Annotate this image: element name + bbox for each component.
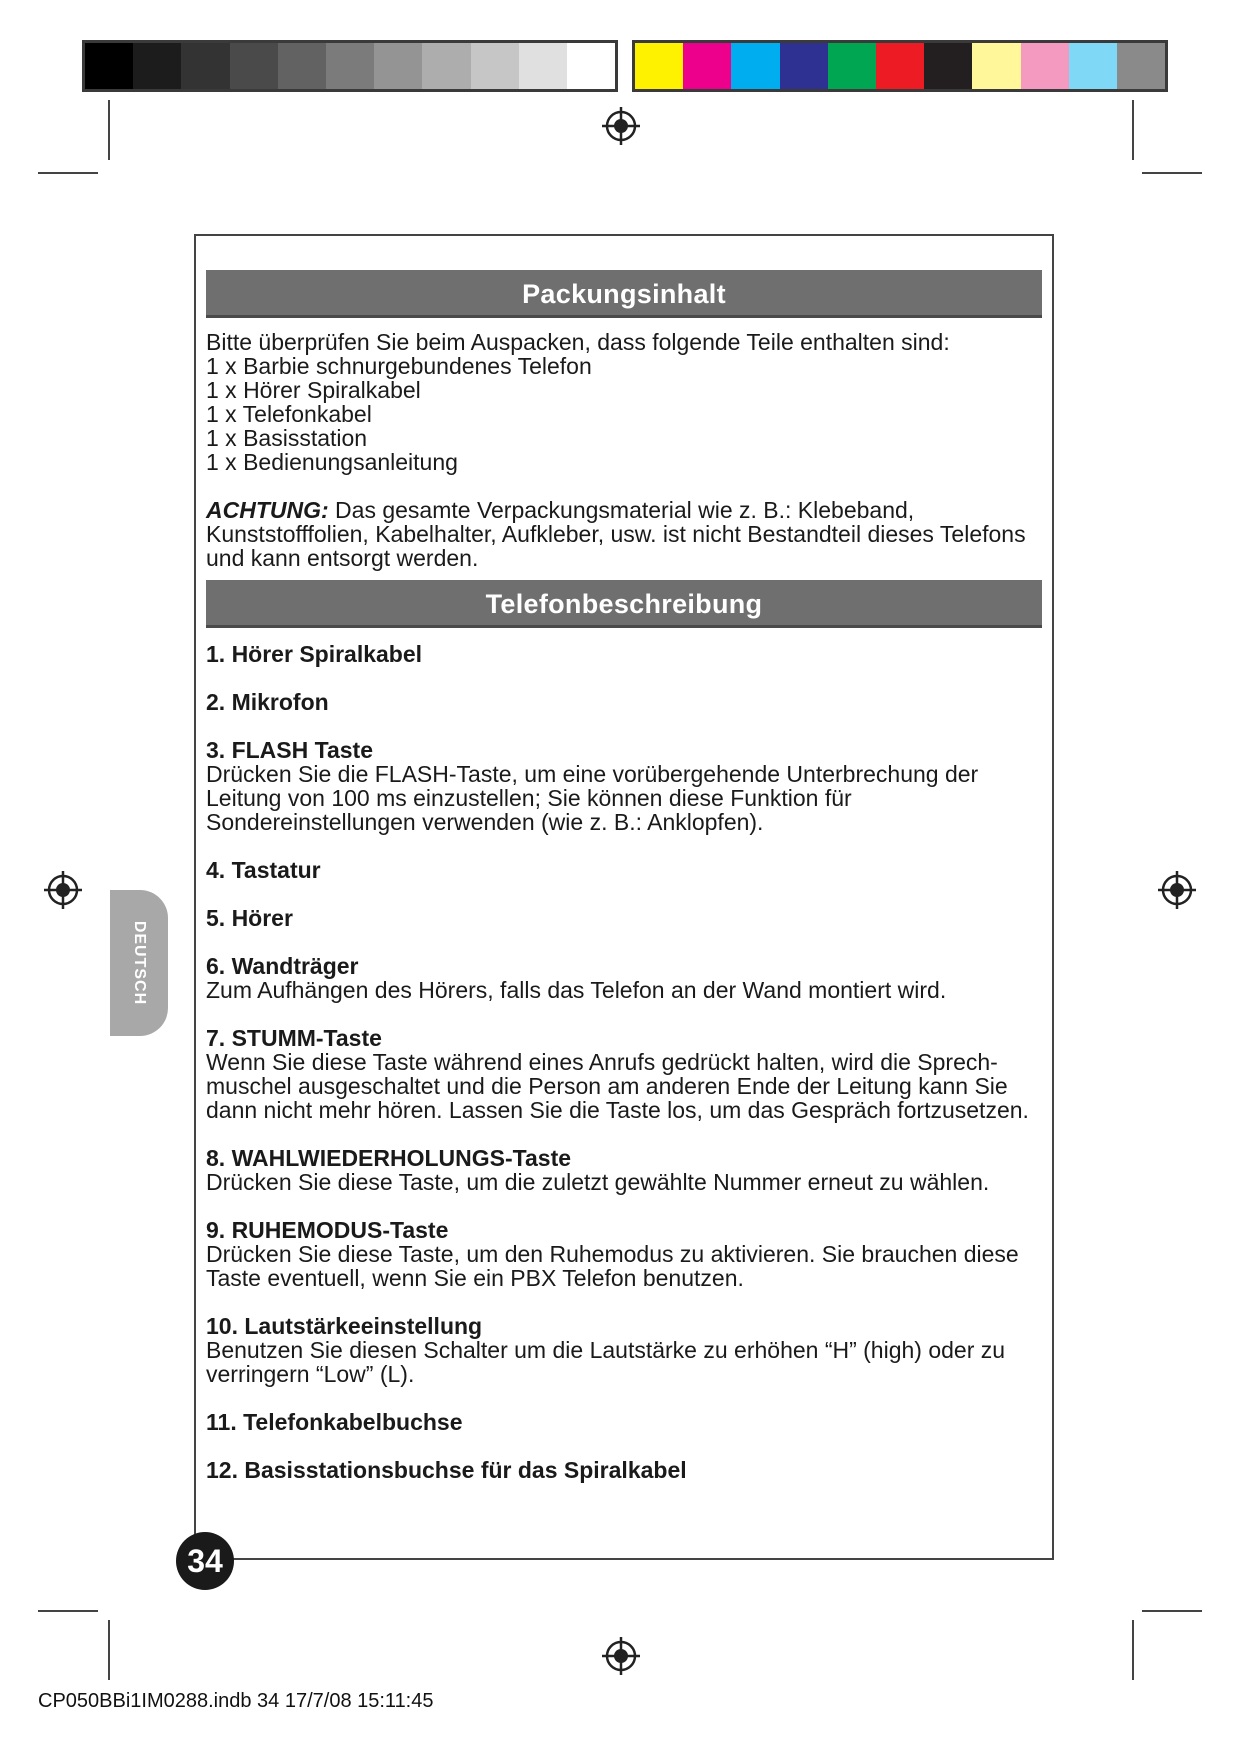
color-swatch	[374, 43, 422, 89]
contents-list-item: 1 x Barbie schnurgebundenes Telefon	[206, 353, 592, 379]
page-number: 34	[176, 1532, 234, 1590]
registration-mark-icon	[1157, 870, 1197, 910]
description-list	[206, 642, 1042, 1482]
description-item-text: Drücken Sie diese Taste, um die zuletzt gewählte Nummer erneut zu wählen.	[206, 1169, 990, 1195]
color-swatch	[731, 43, 779, 89]
contents-list-item: 1 x Bedienungsanleitung	[206, 449, 458, 475]
contents-list-item: 1 x Basisstation	[206, 425, 368, 451]
section-banner-telefonbeschreibung: Telefonbeschreibung	[206, 580, 1042, 628]
color-swatch	[683, 43, 731, 89]
description-item	[206, 1410, 1042, 1434]
description-item	[206, 1146, 1042, 1194]
language-tab	[110, 890, 168, 1036]
color-swatch	[972, 43, 1020, 89]
grayscale-calibration-bar	[82, 40, 618, 92]
color-swatch	[181, 43, 229, 89]
color-swatch	[230, 43, 278, 89]
color-swatch	[133, 43, 181, 89]
description-item-title: 11. Telefonkabelbuchse	[206, 1409, 463, 1435]
description-item	[206, 738, 1042, 834]
description-item	[206, 954, 1042, 1002]
description-item-text: Zum Aufhängen des Hörers, falls das Telefon an der Wand montiert wird.	[206, 977, 947, 1003]
description-item-title: 3. FLASH Taste	[206, 737, 373, 763]
contents-list-item: 1 x Hörer Spiralkabel	[206, 377, 421, 403]
color-calibration-bar	[632, 40, 1168, 92]
warning-label: ACHTUNG:	[206, 497, 329, 523]
description-item	[206, 642, 1042, 666]
color-swatch	[1069, 43, 1117, 89]
color-swatch	[567, 43, 615, 89]
description-item-text: Wenn Sie diese Taste während eines Anrufs gedrückt halten, wird die Sprech-muschel ausgeschaltet und die Person am anderen Ende der Leitung kann Sie dann nicht mehr hören. Lassen Sie die Taste los, um das Gespräch fortzusetzen.	[206, 1049, 1029, 1123]
contents-list	[206, 354, 1042, 474]
language-tab-label: DEUTSCH	[131, 920, 148, 1006]
description-item	[206, 690, 1042, 714]
crop-mark	[1142, 172, 1202, 174]
description-item-title: 7. STUMM-Taste	[206, 1025, 382, 1051]
description-item	[206, 1026, 1042, 1122]
crop-mark	[38, 172, 98, 174]
warning-note	[206, 498, 1042, 570]
crop-mark	[1132, 1620, 1134, 1680]
color-swatch	[85, 43, 133, 89]
description-item-title: 4. Tastatur	[206, 857, 321, 883]
description-item-title: 6. Wandträger	[206, 953, 359, 979]
color-swatch	[876, 43, 924, 89]
color-swatch	[326, 43, 374, 89]
page-content	[206, 270, 1042, 1506]
crop-mark	[1132, 100, 1134, 160]
description-item-title: 10. Lautstärkeeinstellung	[206, 1313, 483, 1339]
description-item-title: 12. Basisstationsbuchse für das Spiralkabel	[206, 1457, 687, 1483]
color-swatch	[635, 43, 683, 89]
description-item-text: Drücken Sie die FLASH-Taste, um eine vorübergehende Unterbrechung der Leitung von 100 ms einzustellen; Sie können diese Funktion für Sondereinstellungen verwenden (wie z. B.: Anklopfen).	[206, 761, 979, 835]
description-item	[206, 1218, 1042, 1290]
description-item-text: Benutzen Sie diesen Schalter um die Lautstärke zu erhöhen “H” (high) oder zu verringern “Low” (L).	[206, 1337, 1006, 1387]
color-swatch	[828, 43, 876, 89]
description-item-title: 9. RUHEMODUS-Taste	[206, 1217, 449, 1243]
registration-mark-icon	[601, 1636, 641, 1676]
color-swatch	[278, 43, 326, 89]
description-item-title: 2. Mikrofon	[206, 689, 329, 715]
description-item-title: 1. Hörer Spiralkabel	[206, 641, 423, 667]
description-item-text: Drücken Sie diese Taste, um den Ruhemodus zu aktivieren. Sie brauchen diese Taste eventuell, wenn Sie ein PBX Telefon benutzen.	[206, 1241, 1019, 1291]
description-item-title: 8. WAHLWIEDERHOLUNGS-Taste	[206, 1145, 572, 1171]
color-swatch	[422, 43, 470, 89]
description-item	[206, 906, 1042, 930]
color-swatch	[519, 43, 567, 89]
crop-mark	[108, 1620, 110, 1680]
color-swatch	[1021, 43, 1069, 89]
registration-mark-icon	[43, 870, 83, 910]
warning-text: Das gesamte Verpackungsmaterial wie z. B.: Klebeband, Kunststofffolien, Kabelhalter, Aufkleber, usw. ist nicht Bestandteil dieses Telefons und kann entsorgt werden.	[206, 497, 1026, 571]
print-footer: CP050BBi1IM0288.indb 34 17/7/08 15:11:45	[38, 1690, 434, 1712]
crop-mark	[108, 100, 110, 160]
description-item	[206, 1314, 1042, 1386]
color-swatch	[1117, 43, 1165, 89]
registration-mark-icon	[601, 106, 641, 146]
color-swatch	[471, 43, 519, 89]
description-item	[206, 858, 1042, 882]
contents-list-item: 1 x Telefonkabel	[206, 401, 372, 427]
description-item	[206, 1458, 1042, 1482]
intro-text: Bitte überprüfen Sie beim Auspacken, dass folgende Teile enthalten sind:	[206, 329, 950, 355]
crop-mark	[38, 1610, 98, 1612]
color-swatch	[780, 43, 828, 89]
crop-mark	[1142, 1610, 1202, 1612]
color-swatch	[924, 43, 972, 89]
description-item-title: 5. Hörer	[206, 905, 293, 931]
section-banner-packungsinhalt: Packungsinhalt	[206, 270, 1042, 318]
